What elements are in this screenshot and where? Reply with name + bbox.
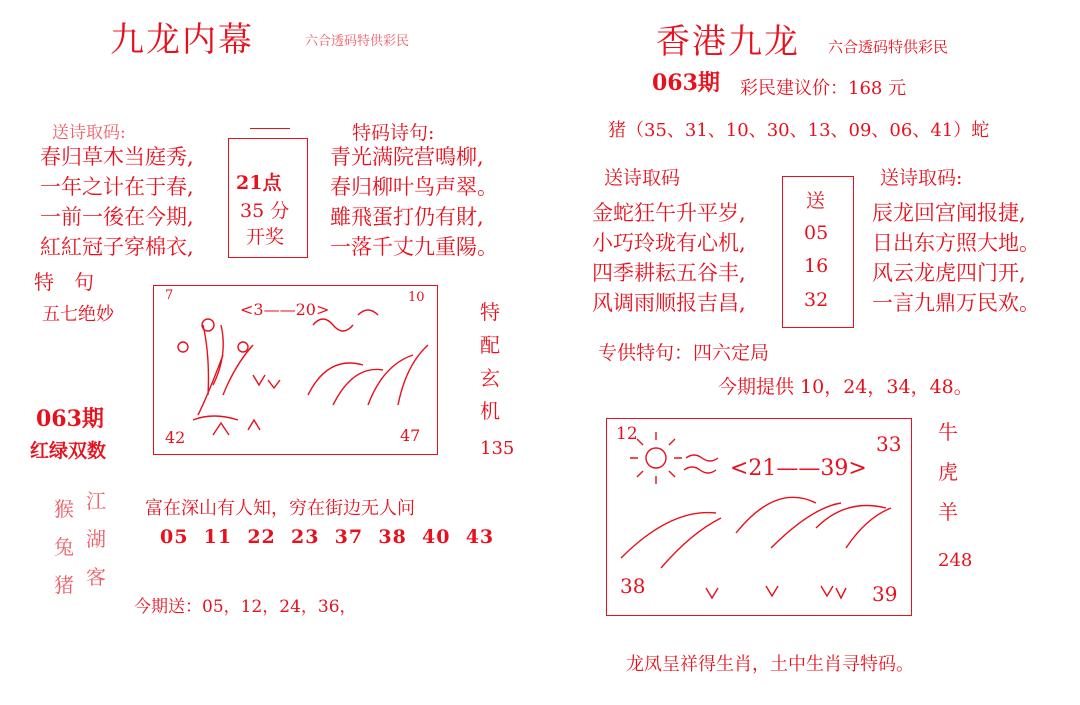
zodiac-char: 湖 [86, 527, 106, 551]
send-number: 05 [804, 222, 829, 244]
today-send-line: 今期送：05，12，24，36， [134, 597, 357, 617]
left-poem-left [40, 142, 194, 262]
divider [250, 128, 290, 129]
right-sketch-drawing [606, 418, 910, 614]
vertical-char: 特 [480, 300, 500, 324]
right-sketch-corner-tl: 12 [616, 424, 638, 444]
price-line: 彩民建议价：168 元 [740, 78, 907, 99]
right-sketch-corner-bl: 38 [620, 574, 646, 598]
right-poem-right [872, 198, 1040, 318]
right-send-right-label: 送诗取码: [880, 167, 963, 189]
zodiac-char: 兔 [54, 535, 74, 559]
left-title: 九龙内幕 [110, 20, 254, 60]
poem-line: 青光满院营鳴柳, [330, 145, 484, 169]
left-issue: 063期 [36, 406, 104, 432]
send-label: 送 [806, 190, 826, 212]
send-number: 32 [804, 289, 829, 311]
left-subtitle: 六合透码特供彩民 [305, 34, 410, 49]
left-sketch-corner-br: 47 [400, 426, 421, 445]
left-poem-right [330, 142, 498, 262]
right-sketch-middle: <21——39> [730, 456, 867, 481]
red-green-label: 红绿双数 [30, 440, 107, 462]
poem-line: 日出东方照大地。 [872, 231, 1040, 255]
zodiac-char: 客 [86, 565, 106, 589]
left-sketch-corner-tr: 10 [408, 290, 425, 305]
left-special-poem-label: 特码诗句: [352, 122, 435, 144]
right-send-left-label: 送诗取码 [604, 167, 681, 189]
poem-line: 辰龙回宫闻报捷, [872, 201, 1026, 225]
five-seven-label: 五七绝妙 [42, 304, 114, 325]
today-offer-line: 今期提供 10，24，34，48。 [718, 376, 973, 398]
poem-line: 春归柳叶鸟声翠。 [330, 175, 498, 199]
poem-line: 一言九鼎万民欢。 [872, 291, 1040, 315]
left-vertical-text [480, 296, 504, 428]
right-sketch-corner-tr: 33 [876, 432, 902, 456]
poem-line: 一年之计在于春, [40, 175, 194, 199]
right-sketch-corner-br: 39 [872, 582, 898, 606]
zodiac-column-2 [84, 482, 108, 596]
zodiac-char: 猪 [54, 573, 74, 597]
right-poem-left [592, 198, 746, 318]
draw-label: 开奖 [246, 226, 285, 248]
left-vertical-number: 135 [480, 438, 515, 459]
left-sketch-corner-bl: 42 [165, 428, 186, 447]
vertical-char: 虎 [938, 460, 958, 484]
left-sketch-corner-tl: 7 [165, 288, 174, 303]
right-vertical-number: 248 [938, 550, 973, 571]
poem-line: 紅紅冠子穿棉衣, [40, 235, 194, 259]
vertical-char: 牛 [938, 420, 958, 444]
zodiac-char: 江 [86, 489, 106, 513]
right-subtitle: 六合透码特供彩民 [828, 38, 949, 56]
draw-hour: 21点 [236, 172, 282, 194]
vertical-char: 机 [480, 399, 500, 423]
poem-line: 风云龙虎四门开, [872, 261, 1026, 285]
pig-snake-line: 猪（35、31、10、30、13、09、06、41）蛇 [608, 120, 990, 141]
special-offer-line: 专供特句：四六定局 [598, 342, 770, 364]
vertical-char: 配 [480, 333, 500, 357]
vertical-char: 羊 [938, 500, 958, 524]
send-number: 16 [804, 255, 829, 277]
right-title: 香港九龙 [656, 22, 800, 62]
zodiac-column-1 [52, 490, 76, 604]
left-numbers: 05 11 22 23 37 38 40 43 [160, 526, 495, 548]
zodiac-char: 猴 [54, 497, 74, 521]
poem-line: 一落千丈九重陽。 [330, 235, 498, 259]
rich-poor-line: 富在深山有人知，穷在街边无人问 [145, 498, 415, 519]
poem-line: 春归草木当庭秀, [40, 145, 194, 169]
poem-line: 雖飛蛋打仍有財, [330, 205, 484, 229]
poem-line: 一前一後在今期, [40, 205, 194, 229]
poem-line: 风调雨顺报吉昌, [592, 291, 746, 315]
special-sentence-label: 特 句 [34, 270, 94, 294]
poem-line: 四季耕耘五谷丰, [592, 261, 746, 285]
footer-line: 龙凤呈祥得生肖，土中生肖寻特码。 [626, 654, 914, 675]
right-issue: 063期 [652, 70, 720, 96]
draw-minute: 35 分 [240, 200, 290, 222]
poem-line: 金蛇狂午升平岁, [592, 201, 746, 225]
right-vertical-text [938, 412, 962, 532]
poem-line: 小巧玲珑有心机, [592, 231, 746, 255]
left-sketch-middle: <3——20> [240, 300, 330, 319]
left-send-poem-label: 送诗取码: [52, 123, 126, 143]
vertical-char: 玄 [480, 366, 500, 390]
